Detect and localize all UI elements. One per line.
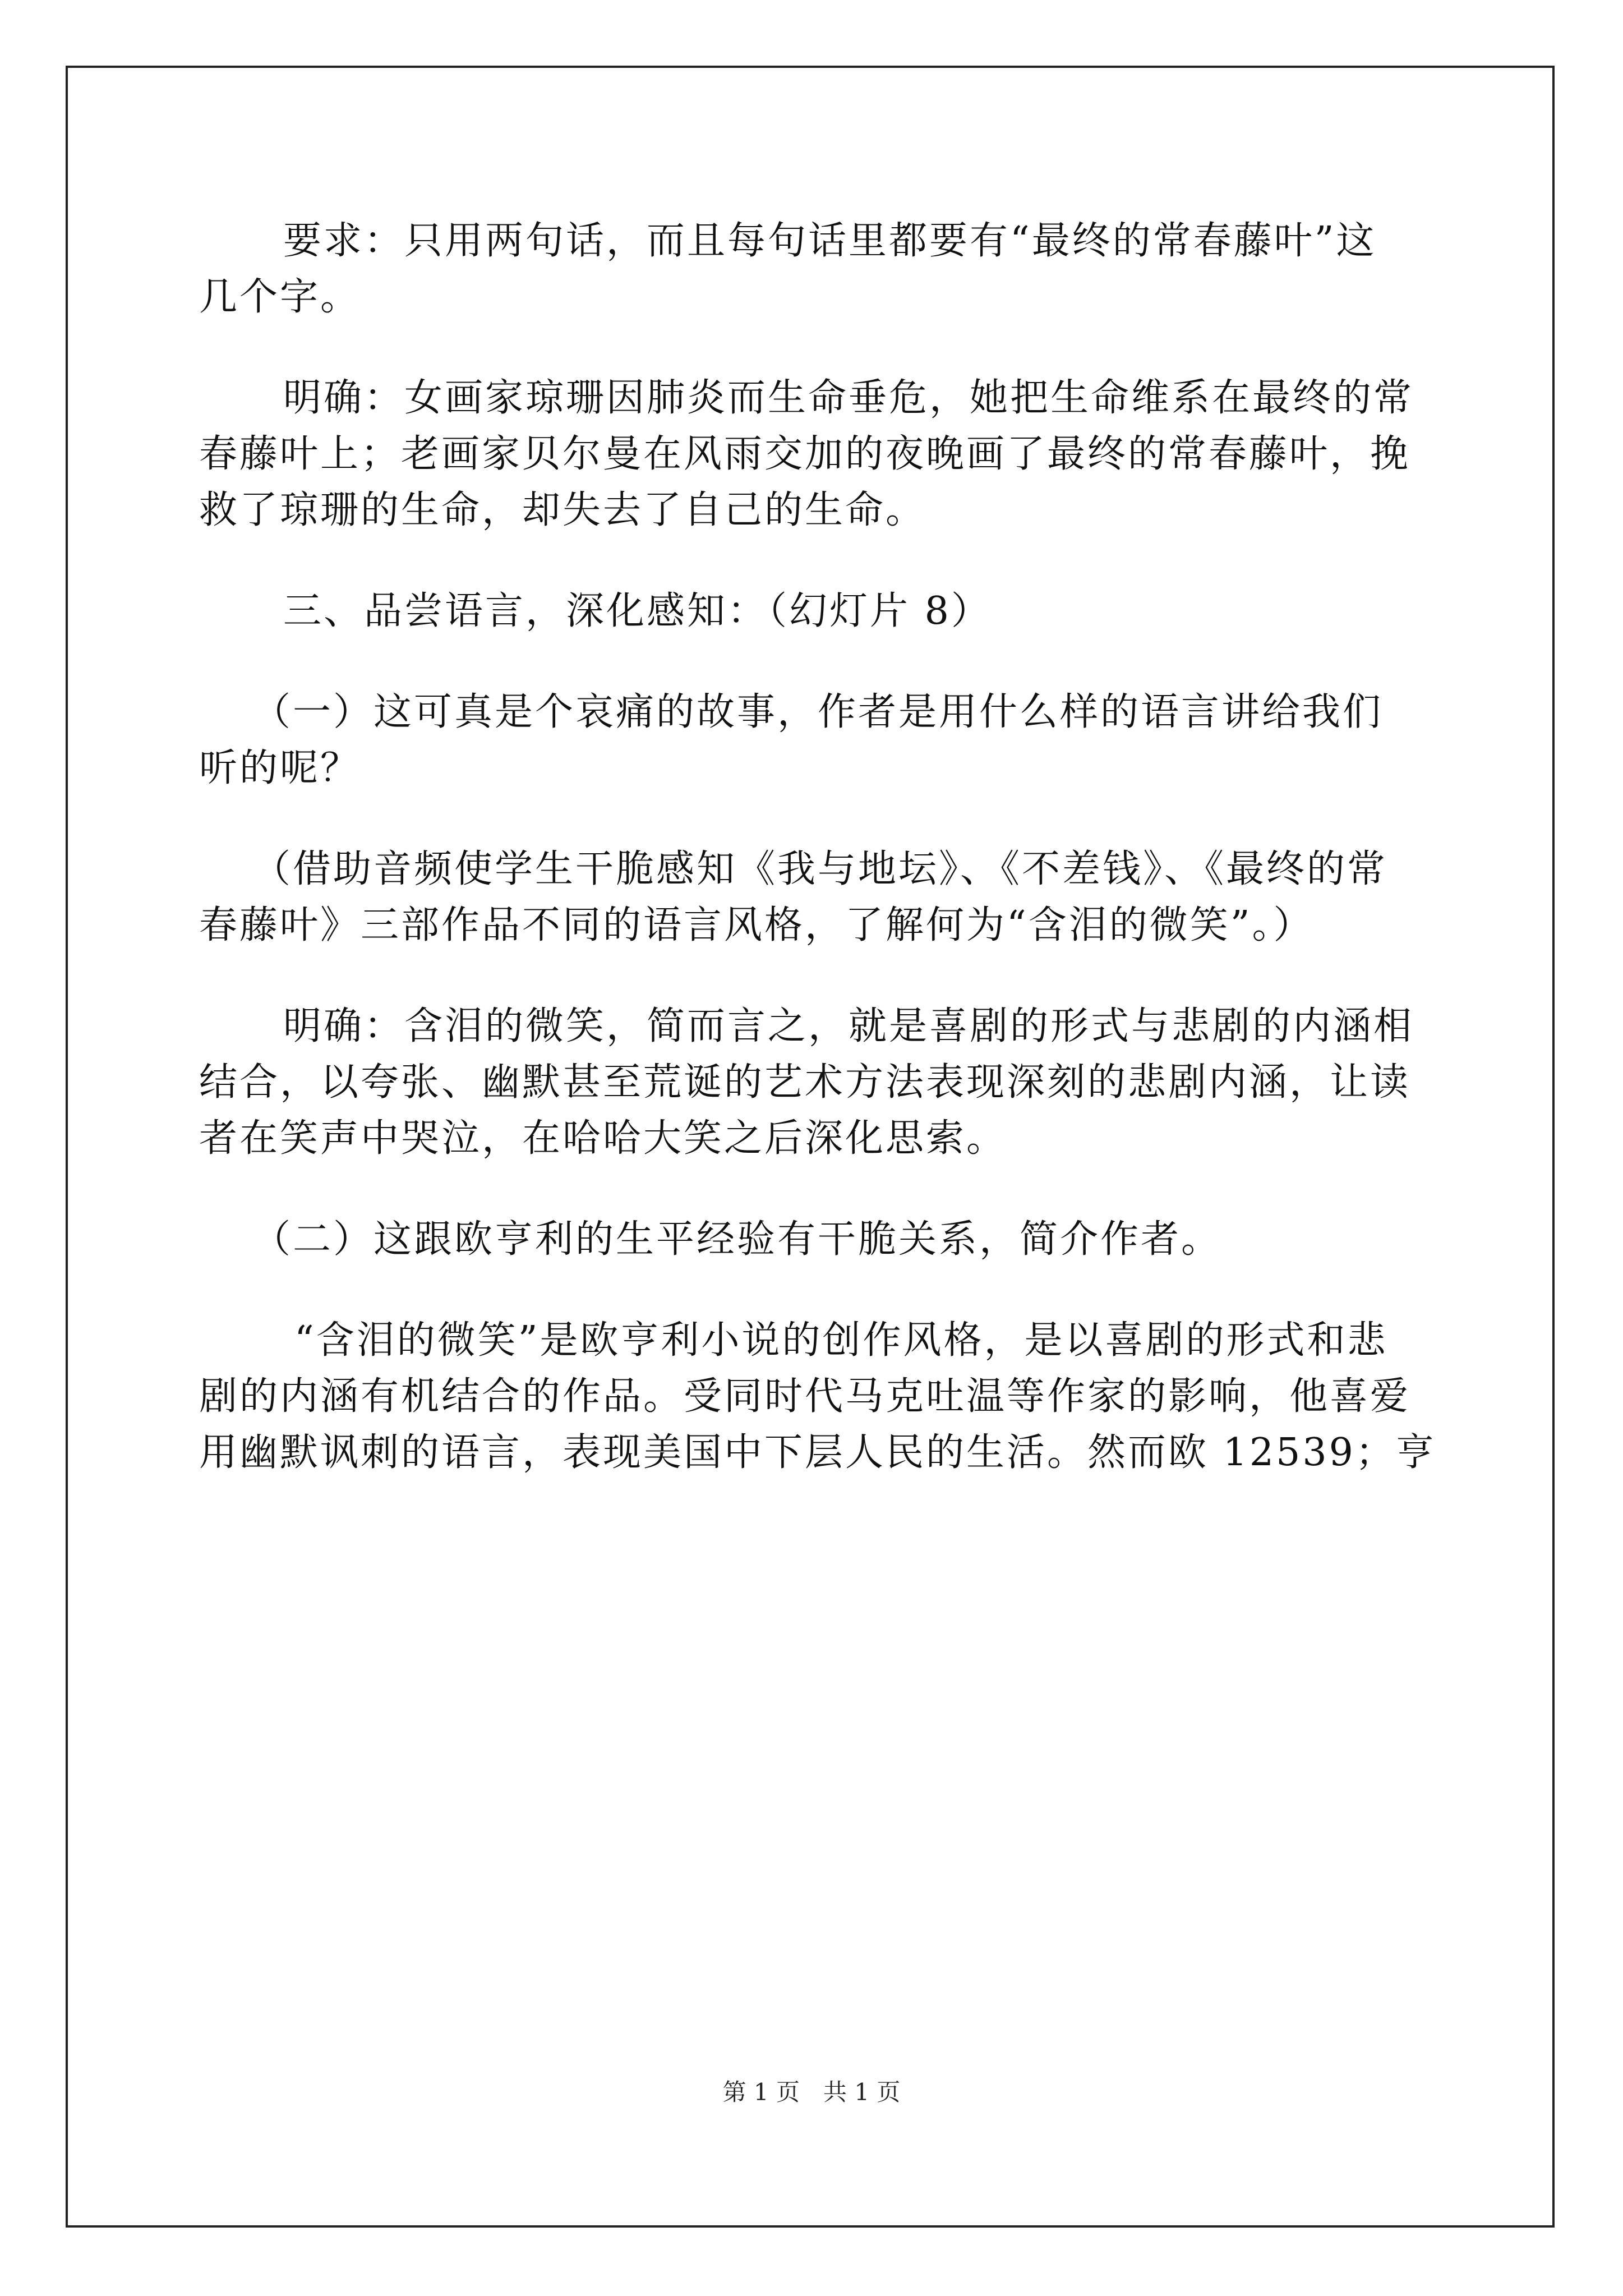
paragraph-requirement xyxy=(199,213,1427,325)
text-line: （一）这可真是个哀痛的故事，作者是用什么样的语言讲给我们 xyxy=(252,690,1384,734)
text-line: 者在笑声中哭泣，在哈哈大笑之后深化思索。 xyxy=(199,1116,1007,1161)
document-body xyxy=(199,213,1436,1481)
text-line: 听的呢？ xyxy=(199,746,361,790)
paragraph-clarification-style xyxy=(199,999,1427,1167)
text-line: 明确：含泪的微笑，简而言之，就是喜剧的形式与悲剧的内涵相 xyxy=(283,1004,1414,1048)
text-line: 救了琼珊的生命，却失去了自己的生命。 xyxy=(199,488,926,532)
page-number-footer: 第 1 页 共 1 页 xyxy=(722,2078,901,2106)
text-line: 几个字。 xyxy=(199,275,361,319)
text-line: 要求：只用两句话，而且每句话里都要有“最终的常春藤叶”这 xyxy=(283,219,1377,263)
paragraph-question-one xyxy=(199,684,1427,797)
text-line: 剧的内涵有机结合的作品。受同时代马克吐温等作家的影响，他喜爱 xyxy=(199,1374,1411,1419)
text-line: 春藤叶上；老画家贝尔曼在风雨交加的夜晚画了最终的常春藤叶，挽 xyxy=(199,432,1411,476)
section-heading-language xyxy=(199,583,1427,639)
text-line: 用幽默讽刺的语言，表现美国中下层人民的生活。然而欧 12539；亨 xyxy=(199,1430,1436,1475)
paragraph-author-intro xyxy=(199,1313,1436,1481)
paragraph-clarification-plot xyxy=(199,370,1427,539)
text-line: 三、品尝语言，深化感知：（幻灯片 8） xyxy=(283,589,992,633)
text-line: “含泪的微笑”是欧亨利小说的创作风格，是以喜剧的形式和悲 xyxy=(294,1318,1388,1363)
paragraph-audio-note xyxy=(199,841,1427,954)
text-line: （借助音频使学生干脆感知《我与地坛》、《不差钱》、《最终的常 xyxy=(252,847,1388,891)
text-line: 明确：女画家琼珊因肺炎而生命垂危，她把生命维系在最终的常 xyxy=(283,376,1414,420)
paragraph-question-two xyxy=(199,1212,1427,1268)
text-line: 结合，以夸张、幽默甚至荒诞的艺术方法表现深刻的悲剧内涵，让读 xyxy=(199,1060,1411,1105)
text-line: （二）这跟欧亨利的生平经验有干脆关系，简介作者。 xyxy=(252,1217,1222,1262)
text-line: 春藤叶》三部作品不同的语言风格，了解何为“含泪的微笑”。） xyxy=(199,903,1314,947)
